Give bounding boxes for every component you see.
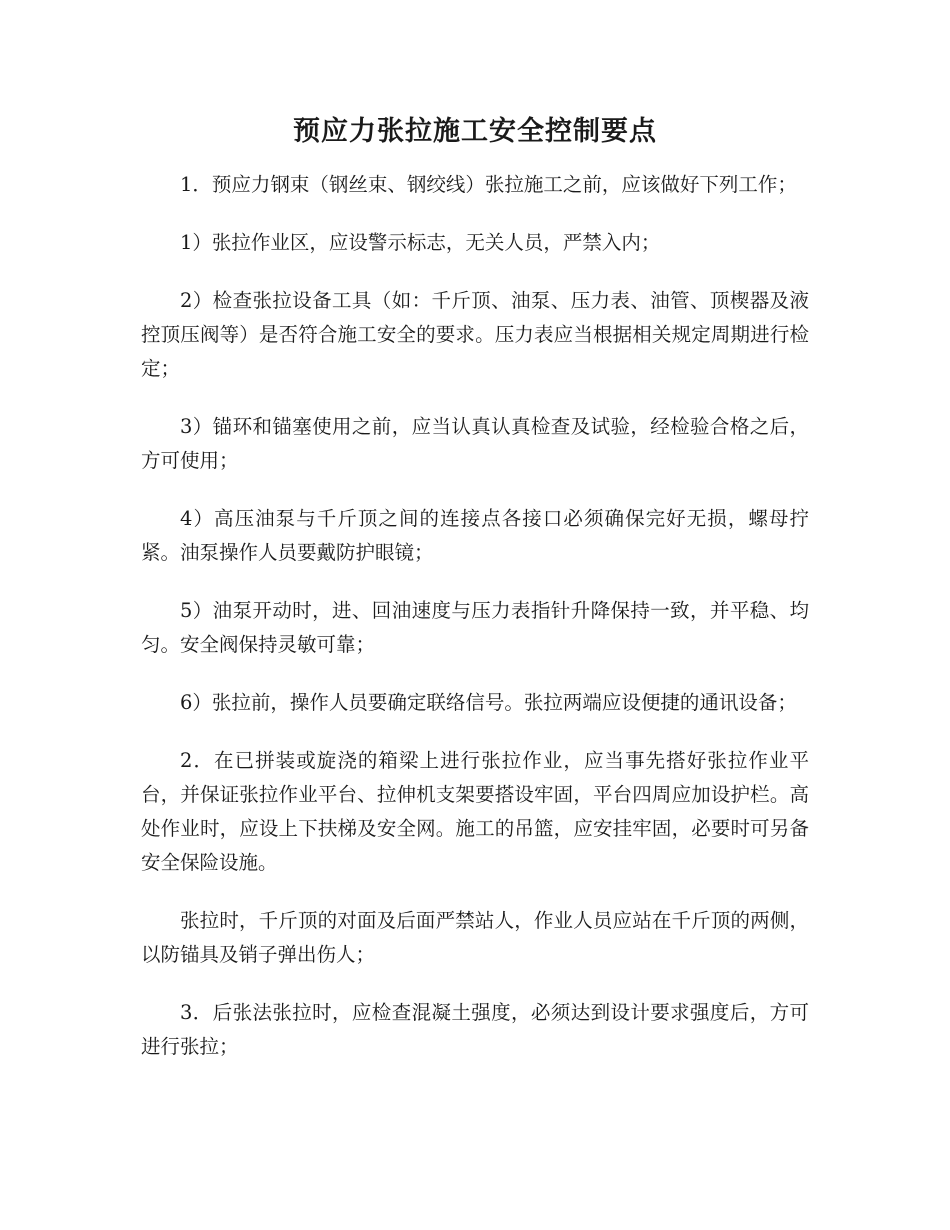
paragraph-1-2: 2）检查张拉设备工具（如：千斤顶、油泵、压力表、油管、顶楔器及液控顶压阀等）是否符合施工安全的要求。压力表应当根据相关规定周期进行检定； (141, 289, 809, 380)
paragraph-1-6: 6）张拉前，操作人员要确定联络信号。张拉两端应设便捷的通讯设备； (180, 691, 797, 714)
paragraph-2-note: 张拉时，千斤顶的对面及后面严禁站人，作业人员应站在千斤顶的两侧，以防锚具及销子弹出伤人； (141, 909, 809, 966)
paragraph-2: 2．在已拼装或旋浇的箱梁上进行张拉作业，应当事先搭好张拉作业平台，并保证张拉作业平台、拉伸机支架要搭设牢固，平台四周应加设护栏。高处作业时，应设上下扶梯及安全网。施工的吊篮，应安挂牢固，必要时可另备安全保险设施。 (141, 749, 809, 874)
paragraph-1-4: 4）高压油泵与千斤顶之间的连接点各接口必须确保完好无损，螺母拧紧。油泵操作人员要戴防护眼镜； (141, 507, 809, 564)
paragraph-3: 3．后张法张拉时，应检查混凝土强度，必须达到设计要求强度后，方可进行张拉； (141, 1001, 809, 1058)
paragraph-1-1: 1）张拉作业区，应设警示标志，无关人员，严禁入内； (180, 231, 661, 254)
document-body (141, 168, 809, 1088)
paragraph-1-5: 5）油泵开动时，进、回油速度与压力表指针升降保持一致，并平稳、均匀。安全阀保持灵敏可靠； (141, 599, 809, 656)
paragraph-1: 1．预应力钢束（钢丝束、钢绞线）张拉施工之前，应该做好下列工作； (180, 173, 797, 196)
paragraph-1-3: 3）锚环和锚塞使用之前，应当认真认真检查及试验，经检验合格之后，方可使用； (141, 415, 809, 472)
page-title: 预应力张拉施工安全控制要点 (293, 116, 657, 147)
